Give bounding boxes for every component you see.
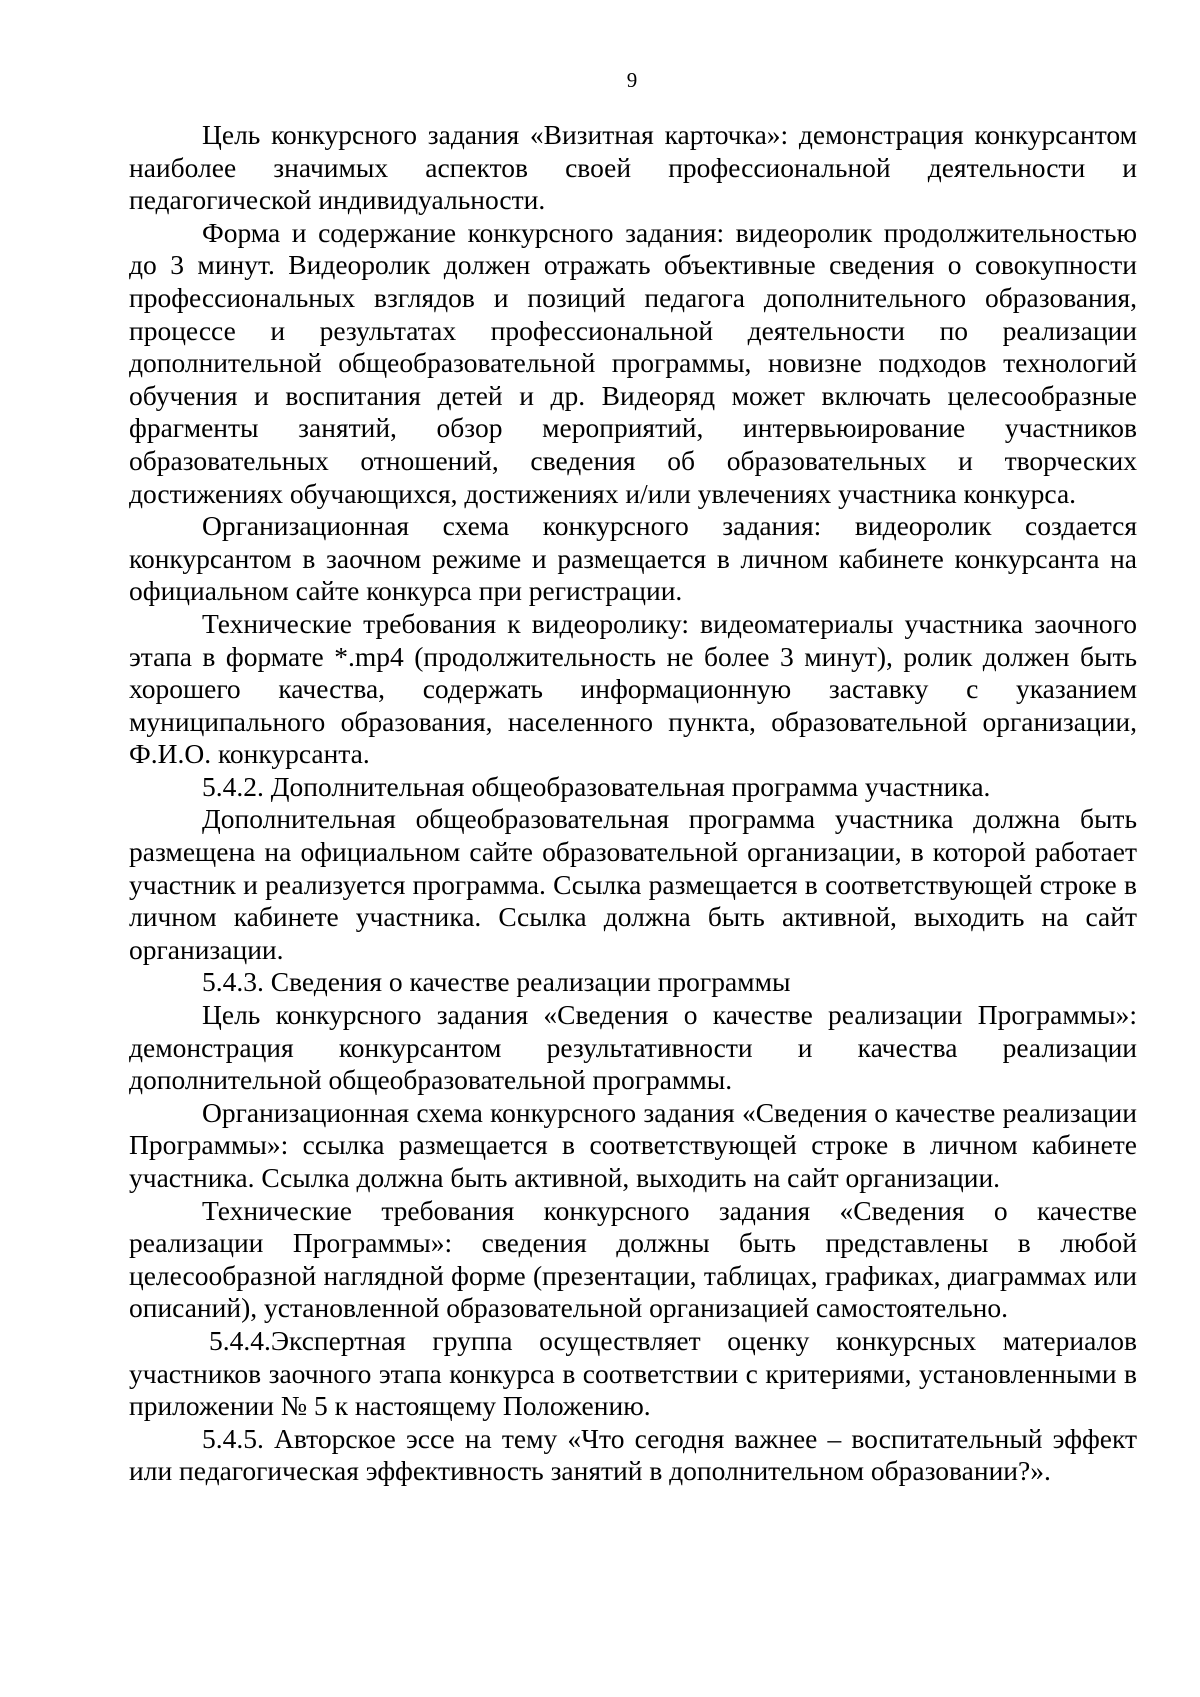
paragraph-org-scheme-video: Организационная схема конкурсного задания: видеоролик создается конкурсантом в заочном режиме и размещается в личном кабинете конкурсанта на официальном сайте конкурса при регистрации. — [129, 510, 1137, 607]
page-number: 9 — [626, 68, 638, 92]
section-heading-5-4-3: 5.4.3. Сведения о качестве реализации программы — [202, 966, 791, 998]
paragraph-org-scheme-quality: Организационная схема конкурсного задания «Сведения о качестве реализации Программы»: ссылка размещается в соответствующей строке в личном кабинете участника. Ссылка должна быть активной, выходить на сайт организации. — [129, 1096, 1137, 1193]
paragraph-goal-quality: Цель конкурсного задания «Сведения о качестве реализации Программы»: демонстрация конкурсантом результативности и качества реализации дополнительной общеобразовательной программы. — [129, 999, 1137, 1096]
paragraph-section-5-4-4: 5.4.4.Экспертная группа осуществляет оценку конкурсных материалов участников заочного этапа конкурса в соответствии с критериями, установленными в приложении № 5 к настоящему Положению. — [129, 1324, 1137, 1422]
document-body — [129, 119, 1137, 1488]
paragraph-tech-req-quality: Технические требования конкурсного задания «Сведения о качестве реализации Программы»: сведения должны быть представлены в любой целесообразной наглядной форме (презентации, таблицах, графиках, диаграммах или описаний), установленной образовательной организацией самостоятельно. — [129, 1194, 1137, 1324]
paragraph-section-5-4-5: 5.4.5. Авторское эссе на тему «Что сегодня важнее – воспитательный эффект или педагогическая эффективность занятий в дополнительном образовании?». — [129, 1422, 1137, 1487]
paragraph-program-placement: Дополнительная общеобразовательная программа участника должна быть размещена на официальном сайте образовательной организации, в которой работает участник и реализуется программа. Ссылка размещается в соответствующей строке в личном кабинете участника. Ссылка должна быть активной, выходить на сайт организации. — [129, 803, 1137, 965]
paragraph-goal-vizitka: Цель конкурсного задания «Визитная карточка»: демонстрация конкурсантом наиболее значимых аспектов своей профессиональной деятельности и педагогической индивидуальности. — [129, 119, 1137, 216]
section-heading-5-4-2: 5.4.2. Дополнительная общеобразовательная программа участника. — [202, 770, 991, 802]
paragraph-form-content: Форма и содержание конкурсного задания: видеоролик продолжительностью до 3 минут. Видеоролик должен отражать объективные сведения о совокупности профессиональных взглядов и позиций педагога дополнительного образования, процессе и результатах профессиональной деятельности по реализации дополнительной общеобразовательной программы, новизне подходов технологий обучения и воспитания детей и др. Видеоряд может включать целесообразные фрагменты занятий, обзор мероприятий, интервьюирование участников образовательных отношений, сведения об образовательных и творческих достижениях обучающихся, достижениях и/или увлечениях участника конкурса. — [129, 216, 1137, 509]
paragraph-tech-req-video: Технические требования к видеоролику: видеоматериалы участника заочного этапа в формате *.mp4 (продолжительность не более 3 минут), ролик должен быть хорошего качества, содержать информационную заставку с указанием муниципального образования, населенного пункта, образовательной организации, Ф.И.О. конкурсанта. — [129, 607, 1137, 770]
